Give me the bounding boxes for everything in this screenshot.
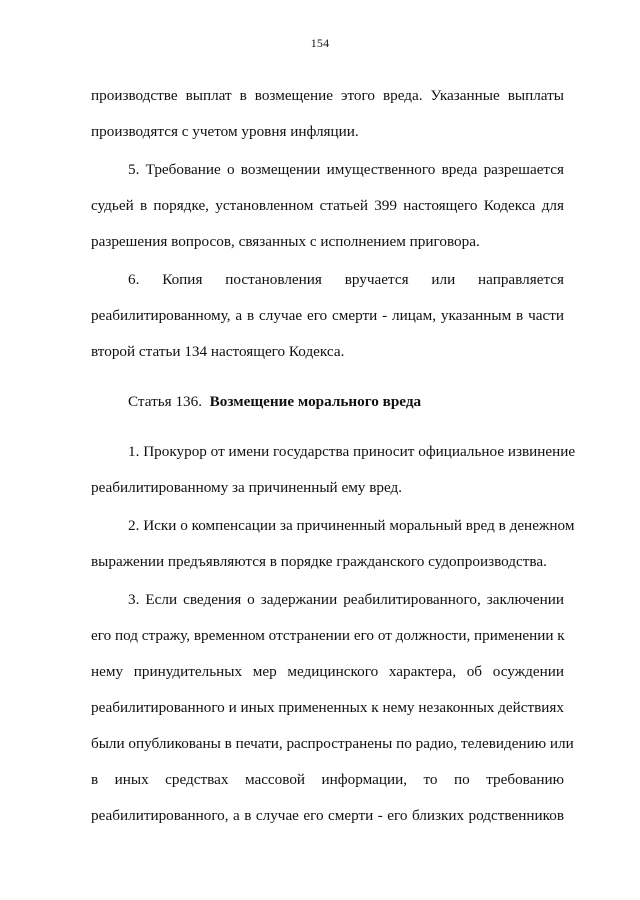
text-line: выражении предъявляются в порядке гражданского судопроизводства. <box>91 553 547 570</box>
text-line: 6. Копия постановления вручается или направляется <box>128 271 564 288</box>
page-content <box>91 78 576 834</box>
paragraph-item-6 <box>91 262 564 370</box>
text-line: его под стражу, временном отстранении его от должности, применении к <box>91 627 565 644</box>
text-line: 3. Если сведения о задержании реабилитированного, заключении <box>128 591 564 608</box>
text-line: были опубликованы в печати, распространены по радио, телевидению или <box>91 735 574 752</box>
article-paragraph-3 <box>91 582 574 834</box>
text-line: производстве выплат в возмещение этого вреда. Указанные выплаты <box>91 87 564 104</box>
paragraph-item-5 <box>91 152 564 260</box>
text-line: нему принудительных мер медицинского характера, об осуждении <box>91 663 564 680</box>
text-line: реабилитированному за причиненный ему вред. <box>91 479 403 496</box>
article-label: Статья 136. <box>128 393 203 410</box>
article-title: Возмещение морального вреда <box>209 393 422 410</box>
article-heading <box>91 384 564 420</box>
paragraph-continuation <box>91 78 564 150</box>
text-line: реабилитированного и иных примененных к нему незаконных действиях <box>91 699 565 716</box>
article-paragraph-1 <box>91 434 576 506</box>
text-line: реабилитированного, а в случае его смерти - его близких родственников <box>91 807 564 824</box>
text-line: в иных средствах массовой информации, то по требованию <box>91 771 564 788</box>
page-number: 154 <box>310 36 330 50</box>
text-line: 5. Требование о возмещении имущественного вреда разрешается <box>128 161 564 178</box>
text-line: производятся с учетом уровня инфляции. <box>91 123 359 140</box>
text-line: разрешения вопросов, связанных с исполнением приговора. <box>91 233 480 250</box>
text-line: судьей в порядке, установленном статьей 399 настоящего Кодекса для <box>91 197 564 214</box>
text-line: второй статьи 134 настоящего Кодекса. <box>91 343 345 360</box>
text-line: 1. Прокурор от имени государства приносит официальное извинение <box>128 443 576 460</box>
article-paragraph-2 <box>91 508 575 580</box>
text-line: реабилитированному, а в случае его смерти - лицам, указанным в части <box>91 307 564 324</box>
text-line: 2. Иски о компенсации за причиненный моральный вред в денежном <box>128 517 575 534</box>
